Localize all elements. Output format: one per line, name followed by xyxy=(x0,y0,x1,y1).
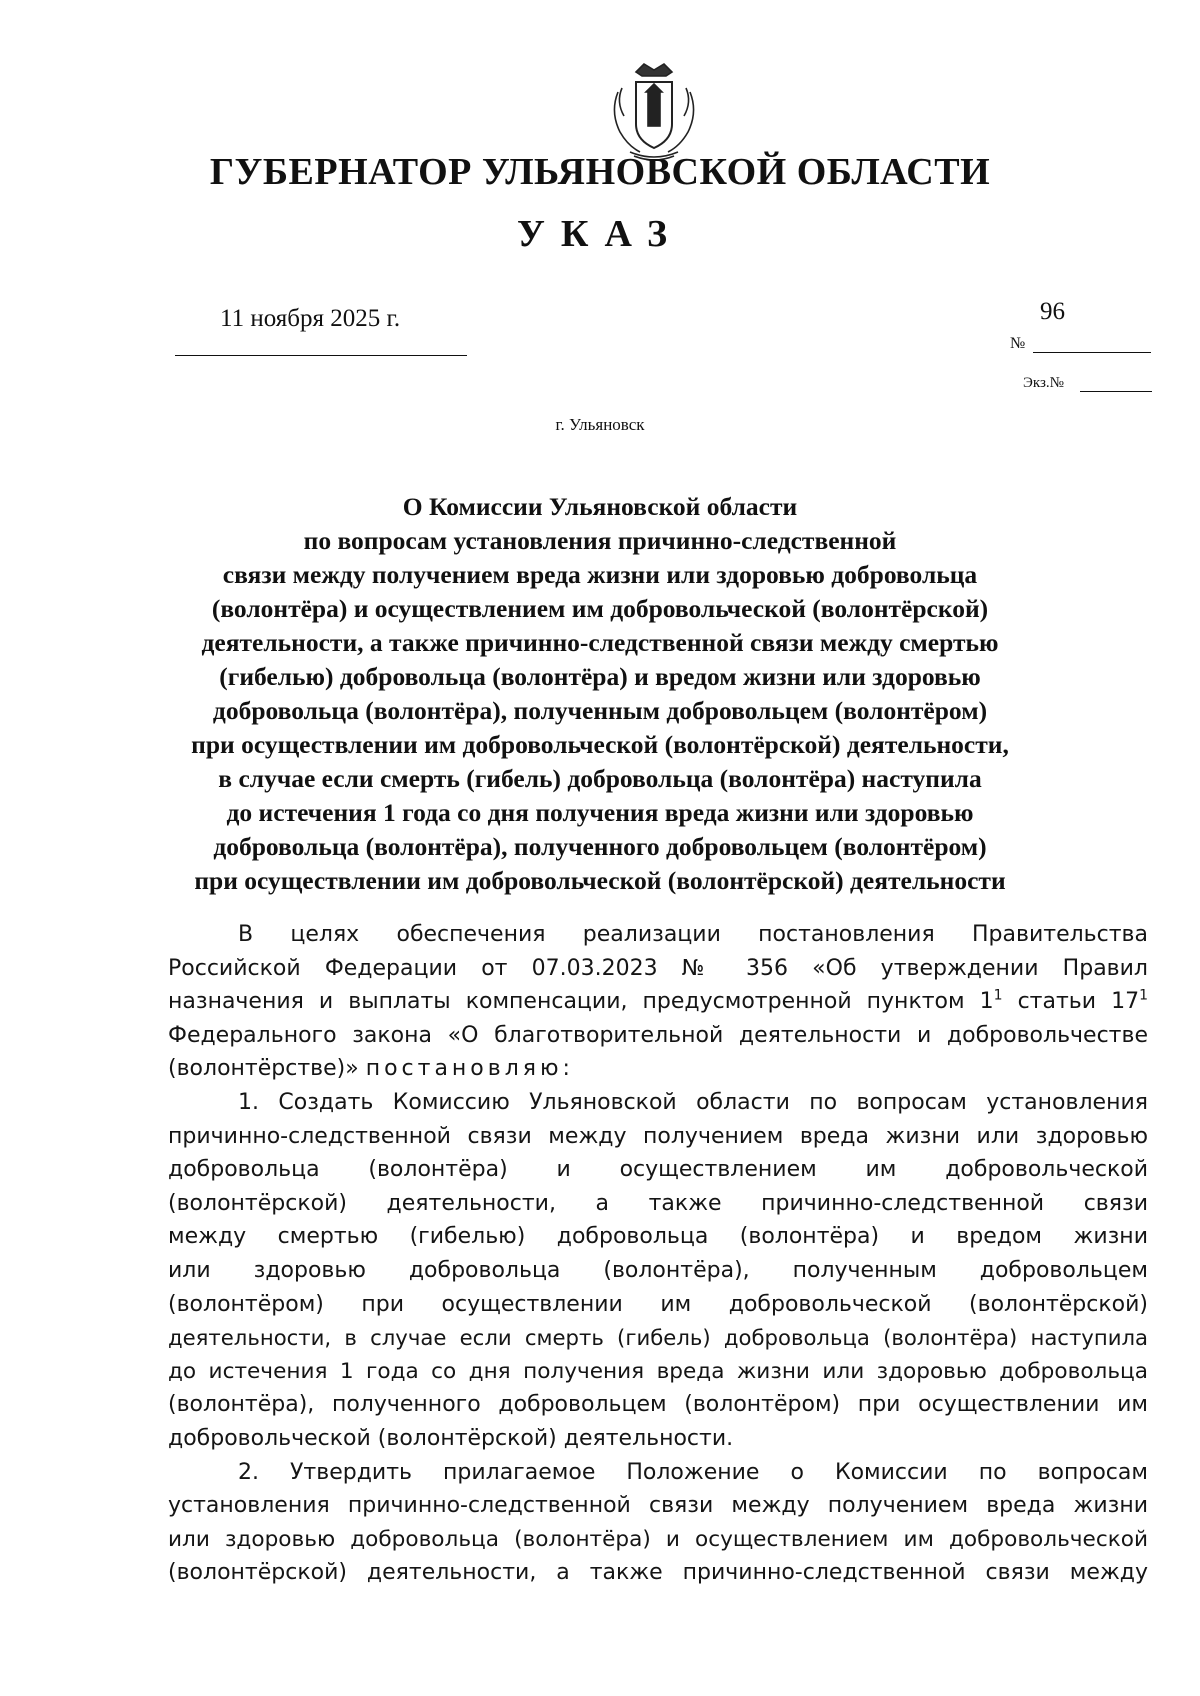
body-line: 1. Создать Комиссию Ульяновской области по вопросам установления xyxy=(238,1089,1148,1115)
title-line: добровольца (волонтёра), полученного добровольцем (волонтёром) xyxy=(213,832,987,861)
body-line: причинно-следственной связи между получением вреда жизни или здоровью xyxy=(168,1123,1148,1149)
title-line: при осуществлении им добровольческой (волонтёрской) деятельности, xyxy=(191,730,1009,759)
title-line: по вопросам установления причинно-следственной xyxy=(303,526,897,555)
copy-number-label: Экз.№ xyxy=(1023,375,1064,391)
title-line: (волонтёра) и осуществлением им добровольческой (волонтёрской) xyxy=(211,594,989,623)
body-line: Российской Федерации от 07.03.2023 № 356 «Об утверждении Правил xyxy=(168,955,1148,981)
body-line: или здоровью добровольца (волонтёра) и осуществлением им добровольческой xyxy=(168,1526,1148,1552)
preamble-paragraph xyxy=(168,918,1148,1086)
decree-verb: постановляю: xyxy=(365,1056,574,1082)
body-line: (волонтёрской) деятельности, а также причинно-следственной связи между xyxy=(168,1560,1148,1586)
number-sign: № xyxy=(1010,335,1026,352)
title-line: связи между получением вреда жизни или здоровью добровольца xyxy=(222,560,978,589)
body-line: добровольческой (волонтёрской) деятельности. xyxy=(168,1425,734,1451)
document-body xyxy=(168,918,1148,1590)
item-1-paragraph xyxy=(168,1086,1148,1456)
body-line xyxy=(168,1052,1148,1086)
body-line: между смертью (гибелью) добровольца (волонтёра) и вредом жизни xyxy=(168,1224,1148,1250)
document-title xyxy=(170,490,1030,898)
body-line: установления причинно-следственной связи между получением вреда жизни xyxy=(168,1493,1148,1519)
body-line: 2. Утвердить прилагаемое Положение о Комиссии по вопросам xyxy=(238,1459,1148,1485)
document-number: 96 xyxy=(1040,298,1065,325)
body-line: (волонтёром) при осуществлении им добровольческой (волонтёрской) xyxy=(168,1291,1148,1317)
body-line: деятельности, в случае если смерть (гибель) добровольца (волонтёра) наступила xyxy=(168,1325,1148,1351)
issuing-authority: ГУБЕРНАТОР УЛЬЯНОВСКОЙ ОБЛАСТИ xyxy=(209,151,991,193)
document-type: УКАЗ xyxy=(517,213,683,255)
copy-number-underline xyxy=(1080,391,1152,392)
superscript: 1 xyxy=(1139,987,1148,1004)
body-line: (волонтёра), полученного добровольцем (волонтёром) при осуществлении им xyxy=(168,1392,1148,1418)
item-2-paragraph xyxy=(168,1456,1148,1590)
title-line: в случае если смерть (гибель) добровольца (волонтёра) наступила xyxy=(218,764,982,793)
body-line: или здоровью добровольца (волонтёра), полученным добровольцем xyxy=(168,1257,1148,1283)
superscript: 1 xyxy=(993,987,1003,1004)
title-line: (гибелью) добровольца (волонтёра) и вредом жизни или здоровью xyxy=(219,662,981,691)
title-line: при осуществлении им добровольческой (волонтёрской) деятельности xyxy=(194,866,1006,895)
document-date: 11 ноября 2025 г. xyxy=(220,305,401,332)
body-line xyxy=(168,985,1148,1019)
coat-of-arms-emblem xyxy=(606,62,702,162)
number-underline xyxy=(1033,352,1151,353)
text-fragment: статьи 17 xyxy=(1002,989,1140,1015)
title-line: О Комиссии Ульяновской области xyxy=(402,492,798,521)
body-line: (волонтёрской) деятельности, а также причинно-следственной связи xyxy=(168,1190,1148,1216)
body-line: В целях обеспечения реализации постановления Правительства xyxy=(238,922,1148,947)
title-line: до истечения 1 года со дня получения вреда жизни или здоровью xyxy=(226,798,974,827)
date-underline xyxy=(175,355,467,356)
body-line: Федерального закона «О благотворительной деятельности и добровольчестве xyxy=(168,1022,1148,1048)
text-fragment: (волонтёрстве)» xyxy=(168,1056,366,1082)
text-fragment: назначения и выплаты компенсации, предусмотренной пунктом 1 xyxy=(168,989,994,1015)
place-of-issue: г. Ульяновск xyxy=(555,415,645,434)
body-line: добровольца (волонтёра) и осуществлением им добровольческой xyxy=(168,1157,1148,1183)
title-line: деятельности, а также причинно-следственной связи между смертью xyxy=(201,628,999,657)
title-line: добровольца (волонтёра), полученным добровольцем (волонтёром) xyxy=(212,696,988,725)
body-line: до истечения 1 года со дня получения вреда жизни или здоровью добровольца xyxy=(168,1358,1148,1384)
